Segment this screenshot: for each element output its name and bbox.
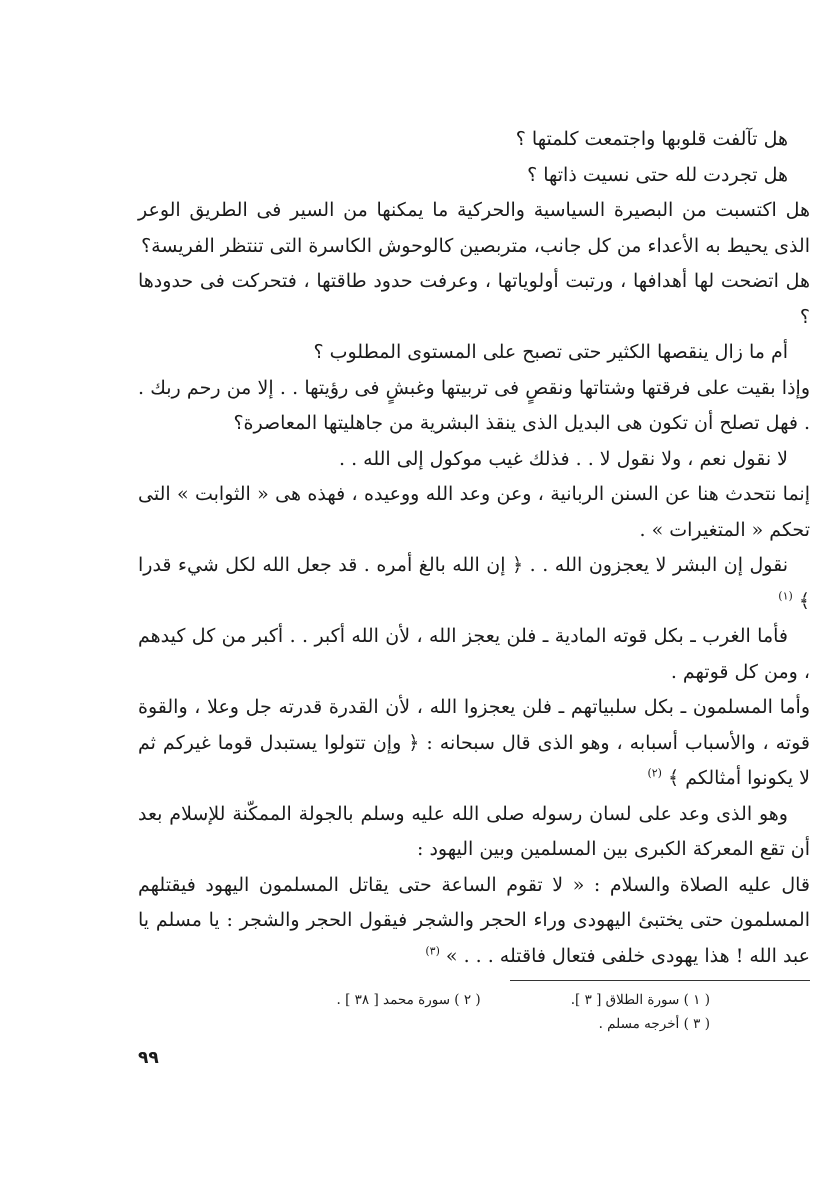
paragraph-text: نقول إن البشر لا يعجزون الله . . ﴿ إن الله بالغ أمره . قد جعل الله لكل شيء قدرا ﴾ — [138, 554, 810, 612]
page-number: ٩٩ — [138, 1048, 159, 1068]
body-text — [138, 122, 810, 974]
footnote-2: ( ٢ ) سورة محمد [ ٣٨ ] . — [336, 992, 481, 1008]
footnote-1: ( ١ ) سورة الطلاق [ ٣ ]. — [570, 992, 710, 1008]
paragraph: لا نقول نعم ، ولا نقول لا . . فذلك غيب موكول إلى الله . . — [339, 447, 788, 470]
paragraph: أم ما زال ينقصها الكثير حتى تصبح على المستوى المطلوب ؟ — [313, 341, 788, 363]
paragraph-text: قال عليه الصلاة والسلام : « لا تقوم الساعة حتى يقاتل المسلمون اليهود فيقتلهم المسلمون حتى يختبئ اليهودى وراء الحجر والشجر فيقول الحجر والشجر : يا مسلم يا عبد الله ! هذا يهودى خلفى فتعال فاقتله . . . » — [138, 873, 810, 967]
paragraph — [138, 868, 810, 975]
paragraph: فأما الغرب ـ بكل قوته المادية ـ فلن يعجز الله ، لأن الله أكبر . . أكبر من كل كيدهم ، ومن كل قوتهم . — [138, 625, 810, 683]
footnote-marker: (١) — [778, 589, 793, 603]
footnotes — [330, 988, 710, 1036]
footnote-row — [330, 988, 710, 1012]
footnote-marker: (٢) — [647, 766, 662, 780]
footnote-marker: (٣) — [425, 944, 440, 958]
paragraph: وهو الذى وعد على لسان رسوله صلى الله عليه وسلم بالجولة الممكّنة للإسلام بعد أن تقع المعركة الكبرى بين المسلمين وبين اليهود : — [138, 802, 810, 860]
paragraph — [138, 690, 810, 797]
paragraph: هل اكتسبت من البصيرة السياسية والحركية ما يمكنها من السير فى الطريق الوعر الذى يحيط به الأعداء من كل جانب، متربصين كالوحوش الكاسرة التى تنتظر الفريسة؟ — [138, 199, 810, 257]
paragraph: هل تجردت لله حتى نسيت ذاتها ؟ — [527, 163, 788, 186]
paragraph: إنما نتحدث هنا عن السنن الربانية ، وعن وعد الله ووعيده ، فهذه هى « الثوابت » التى تحكم « المتغيرات » . — [138, 483, 810, 541]
paragraph: وإذا بقيت على فرقتها وشتاتها ونقصٍ فى تربيتها وغبشٍ فى رؤيتها . . إلا من رحم ربك . . فهل تصلح أن تكون هى البديل الذى ينقذ البشرية من جاهليتها المعاصرة؟ — [138, 376, 810, 434]
paragraph: هل تآلفت قلوبها واجتمعت كلمتها ؟ — [515, 128, 788, 150]
paragraph — [138, 548, 810, 619]
footnote-3: ( ٣ ) أخرجه مسلم . — [598, 1016, 710, 1032]
paragraph: هل اتضحت لها أهدافها ، ورتبت أولوياتها ، وعرفت حدود طاقتها ، فتحركت فى حدودها ؟ — [138, 270, 810, 328]
paragraph-text: وأما المسلمون ـ بكل سلبياتهم ـ فلن يعجزوا الله ، لأن القدرة قدرته جل وعلا ، والقوة قوته ، والأسباب أسبابه ، وهو الذى قال سبحانه : ﴿ وإن تتولوا يستبدل قوما غيركم ثم لا يكونوا أمثالكم ﴾ — [138, 696, 810, 789]
footnote-divider — [510, 980, 810, 981]
